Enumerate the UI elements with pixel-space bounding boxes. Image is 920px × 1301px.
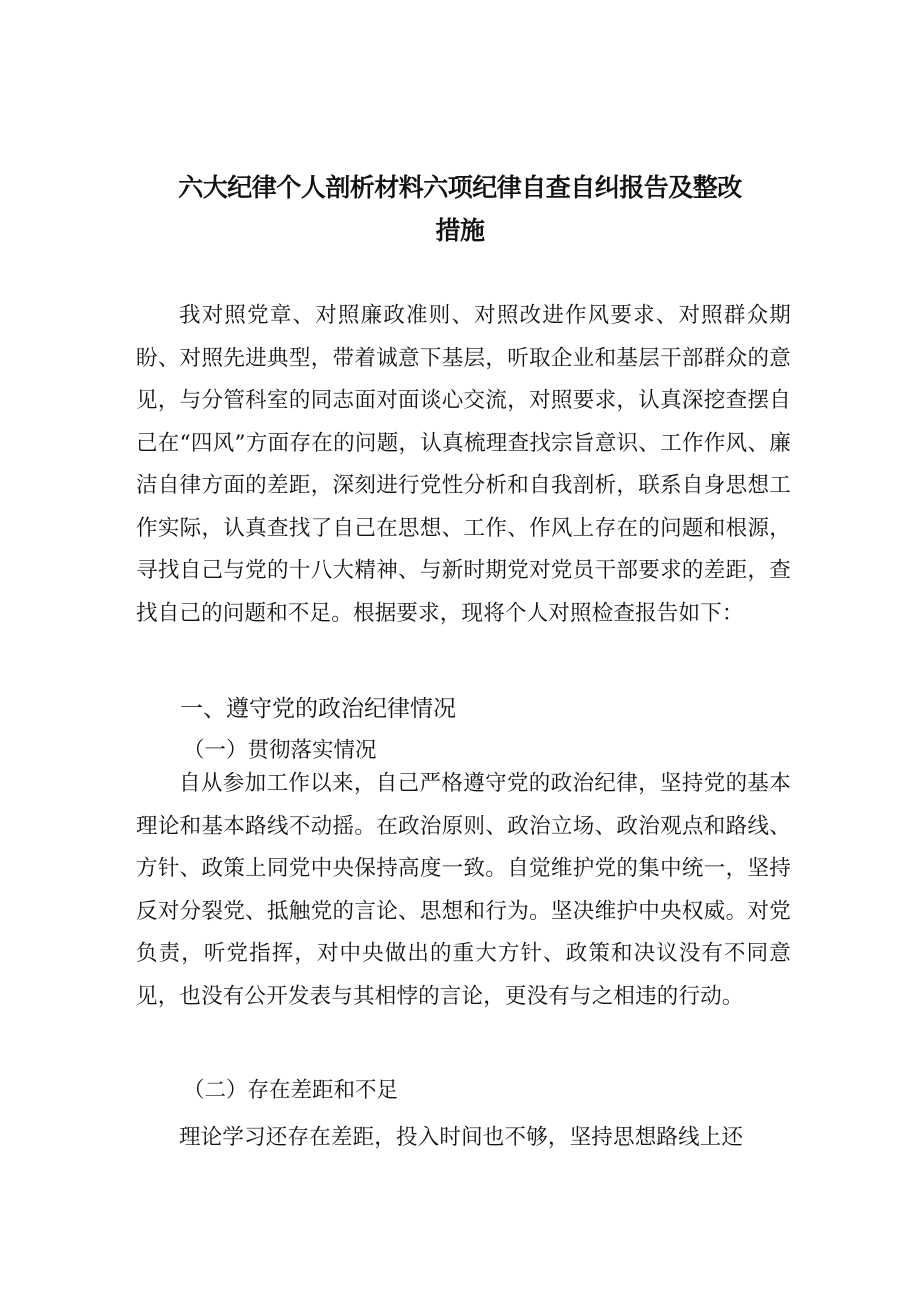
subsection-paragraph: 自从参加工作以来，自己严格遵守党的政治纪律，坚持党的基本理论和基本路线不动摇。在政治原则、政治立场、政治观点和路线、方针、政策上同党中央保持高度一致。自觉维护党的集中统一，坚持反对分裂党、抵触党的言论、思想和行为。坚决维护中央权威。对党负责，听党指挥，对中央做出的重大方针、政策和决议没有不同意见，也没有公开发表与其相悖的言论，更没有与之相违的行动。 [136, 771, 791, 1009]
subsection-heading: （一）贯彻落实情况 [183, 738, 377, 763]
intro-paragraph: 我对照党章、对照廉政准则、对照改进作风要求、对照群众期盼、对照先进典型，带着诚意下基层，听取企业和基层干部群众的意见，与分管科室的同志面对面谈心交流，对照要求，认真深挖查摆自己在“四风”方面存在的问题，认真梳理查找宗旨意识、工作作风、廉洁自律方面的差距，深刻进行党性分析和自我剖析，联系自身思想工作实际，认真查找了自己在思想、工作、作风上存在的问题和根源，寻找自己与党的十八大精神、与新时期党对党员干部要求的差距，查找自己的问题和不足。根据要求，现将个人对照检查报告如下： [136, 303, 791, 626]
section-heading: 一、遵守党的政治纪律情况 [180, 696, 456, 722]
document-title-line2: 措施 [435, 216, 485, 245]
subsection-heading: （二）存在差距和不足 [183, 1078, 399, 1103]
subsection-paragraph: 理论学习还存在差距，投入时间也不够，坚持思想路线上还 [179, 1125, 744, 1150]
document-title-line1: 六大纪律个人剖析材料六项纪律自查自纠报告及整改 [178, 173, 742, 202]
